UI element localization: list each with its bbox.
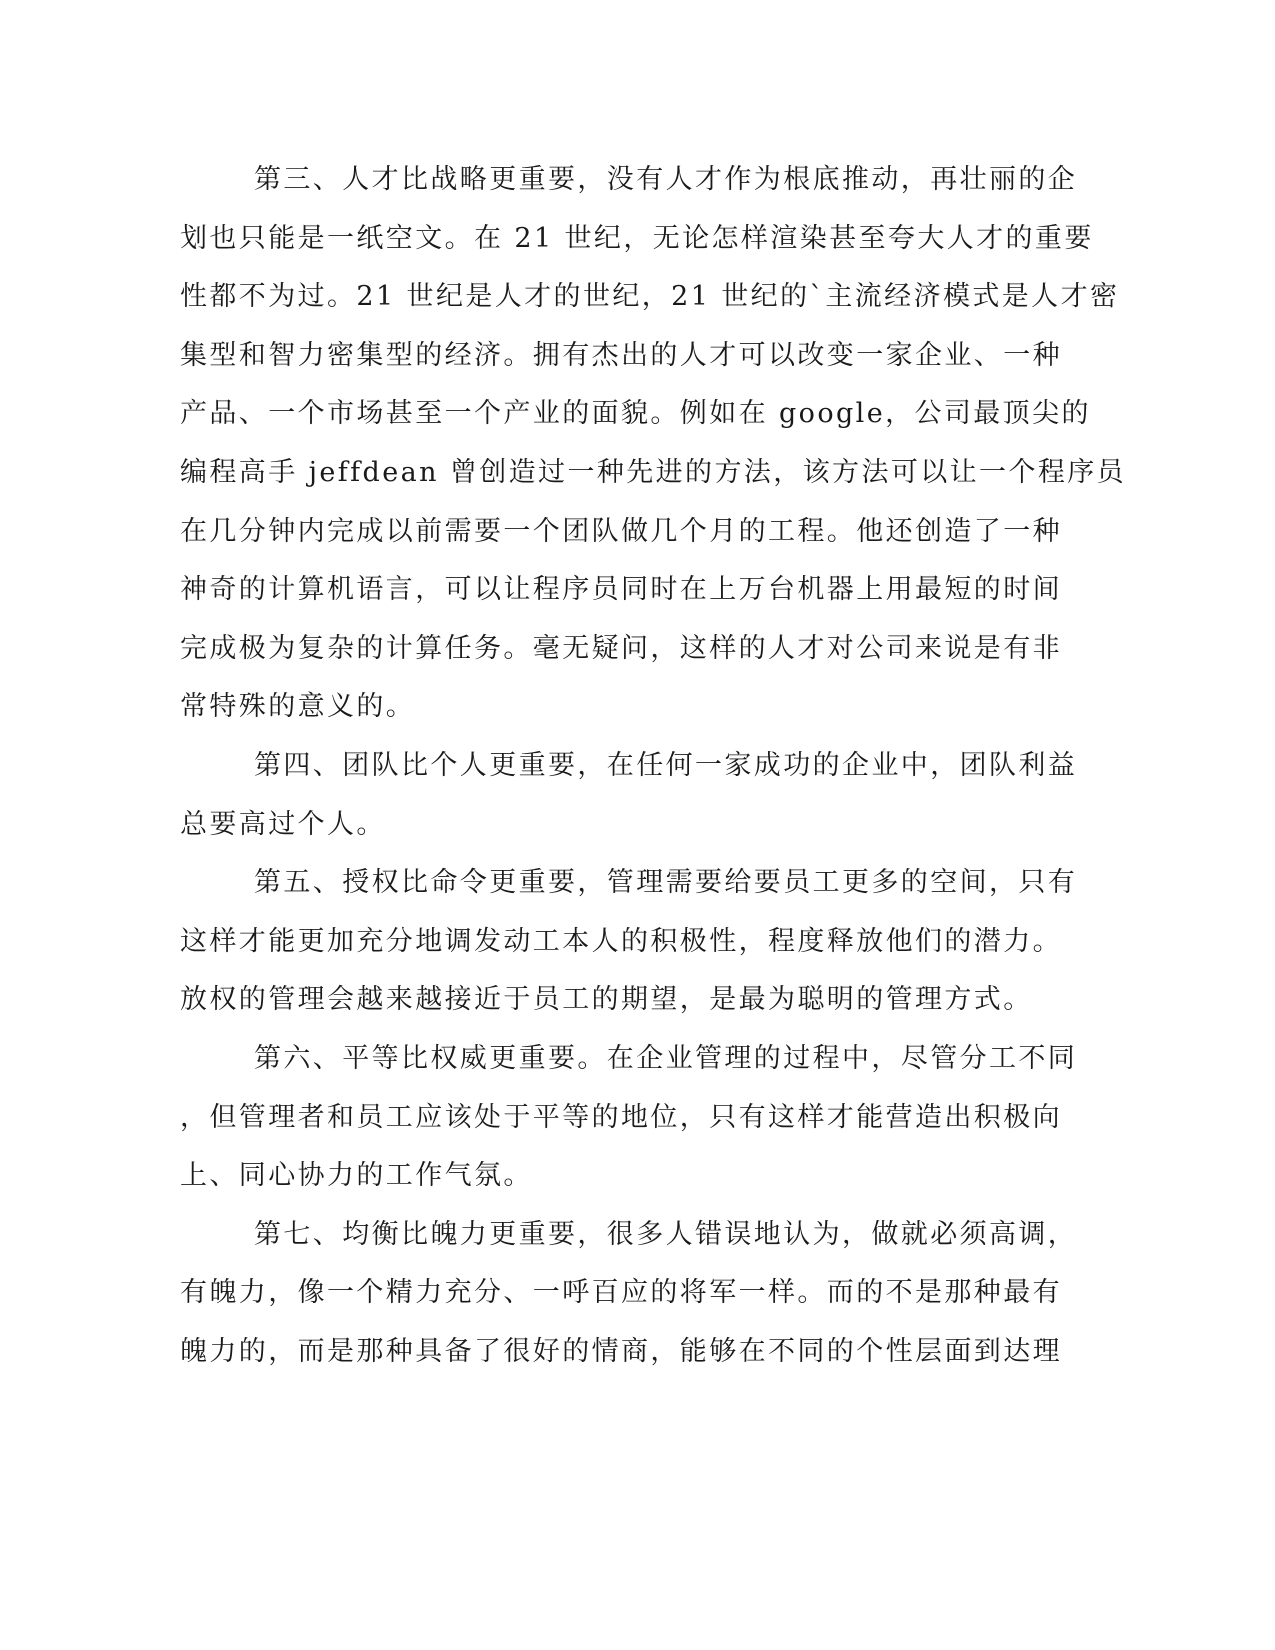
paragraph-equality — [180, 1030, 1078, 1206]
paragraph-line: 有魄力，像一个精力充分、一呼百应的将军一样。而的不是那种最有 — [180, 1277, 1062, 1309]
paragraph-line: 完成极为复杂的计算任务。毫无疑问，这样的人才对公司来说是有非 — [180, 632, 1062, 664]
paragraph-line: 第七、均衡比魄力更重要，很多人错误地认为，做就必须高调， — [254, 1218, 1078, 1250]
paragraph-line: 在几分钟内完成以前需要一个团队做几个月的工程。他还创造了一种 — [180, 515, 1062, 547]
paragraph-line: ，但管理者和员工应该处于平等的地位，只有这样才能营造出积极向 — [180, 1101, 1062, 1133]
document-body — [180, 151, 1127, 1381]
paragraph-team — [180, 737, 1078, 854]
paragraph-line: 第四、团队比个人更重要，在任何一家成功的企业中，团队利益 — [254, 749, 1078, 781]
paragraph-line: 神奇的计算机语言，可以让程序员同时在上万台机器上用最短的时间 — [180, 574, 1062, 606]
paragraph-line: 编程高手 jeffdean 曾创造过一种先进的方法，该方法可以让一个程序员 — [180, 456, 1127, 488]
paragraph-line: 划也只能是一纸空文。在 21 世纪，无论怎样渲染甚至夸大人才的重要 — [180, 222, 1094, 254]
paragraph-empowerment — [180, 854, 1078, 1030]
paragraph-line: 这样才能更加充分地调发动工本人的积极性，程度释放他们的潜力。 — [180, 925, 1062, 957]
paragraph-line: 放权的管理会越来越接近于员工的期望，是最为聪明的管理方式。 — [180, 984, 1033, 1016]
paragraph-line: 第五、授权比命令更重要，管理需要给要员工更多的空间，只有 — [254, 867, 1078, 899]
paragraph-line: 集型和智力密集型的经济。拥有杰出的人才可以改变一家企业、一种 — [180, 339, 1062, 371]
paragraph-line: 魄力的，而是那种具备了很好的情商，能够在不同的个性层面到达理 — [180, 1335, 1062, 1367]
paragraph-line: 第六、平等比权威更重要。在企业管理的过程中，尽管分工不同 — [254, 1042, 1078, 1074]
paragraph-line: 上、同心协力的工作气氛。 — [180, 1160, 533, 1192]
paragraph-line: 第三、人才比战略更重要，没有人才作为根底推动，再壮丽的企 — [254, 164, 1078, 195]
paragraph-line: 总要高过个人。 — [180, 808, 386, 840]
paragraph-talent — [180, 151, 1127, 737]
paragraph-balance — [180, 1206, 1078, 1382]
paragraph-line: 常特殊的意义的。 — [180, 691, 416, 723]
paragraph-line: 性都不为过。21 世纪是人才的世纪，21 世纪的`主流经济模式是人才密 — [180, 281, 1120, 313]
paragraph-line: 产品、一个市场甚至一个产业的面貌。例如在 google，公司最顶尖的 — [180, 398, 1091, 430]
